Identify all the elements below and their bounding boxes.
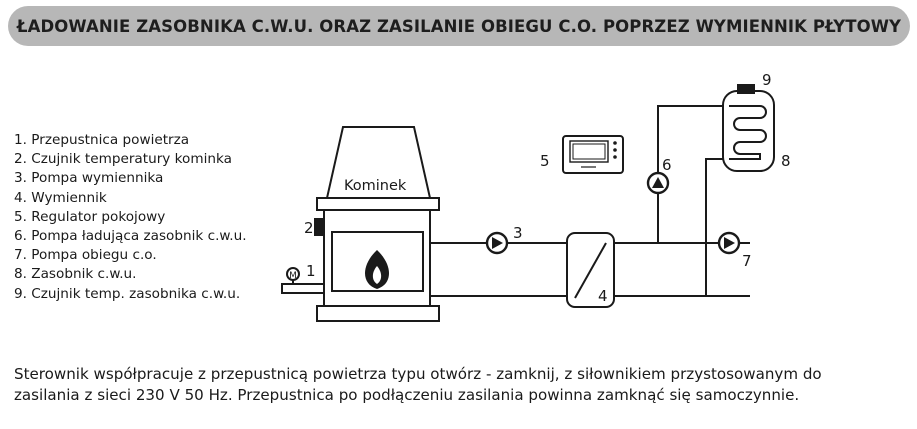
pump-icon <box>487 233 507 253</box>
fireplace-label: Kominek <box>344 178 407 194</box>
legend-item: 4. Wymiennik <box>14 189 107 206</box>
page-title: ŁADOWANIE ZASOBNIKA C.W.U. ORAZ ZASILANIE OBIEGU C.O. POPRZEZ WYMIENNIK PŁYTOWY <box>16 16 902 36</box>
legend-item: 1. Przepustnica powietrza <box>14 132 190 148</box>
damper-note <box>14 364 909 406</box>
label-number-3: 3 <box>513 224 523 242</box>
label-number-2: 2 <box>304 219 314 237</box>
label-number-9: 9 <box>762 71 772 89</box>
fireplace <box>317 127 439 321</box>
legend-item: 3. Pompa wymiennika <box>14 170 164 187</box>
legend-item: 5. Regulator pokojowy <box>14 208 166 225</box>
label-number-4: 4 <box>598 287 608 305</box>
hot-water-tank <box>723 91 774 171</box>
fireplace-top-slab <box>317 198 439 210</box>
pump-icon <box>648 173 668 193</box>
label-number-6: 6 <box>662 156 672 174</box>
note-line: zasilania z sieci 230 V 50 Hz. Przepustnica po podłączeniu zasilania powinna zamknąć się samoczynnie. <box>14 386 800 404</box>
legend-item: 2. Czujnik temperatury kominka <box>14 151 232 168</box>
fireplace-temperature-sensor <box>314 218 324 236</box>
label-number-7: 7 <box>742 252 752 270</box>
note-line: Sterownik współpracuje z przepustnicą powietrza typu otwórz - zamknij, z siłownikiem przystosowanym do <box>14 365 822 383</box>
legend-item: 8. Zasobnik c.w.u. <box>14 266 137 283</box>
tank-temperature-sensor <box>737 84 755 94</box>
fireplace-base-slab <box>317 306 439 321</box>
label-number-5: 5 <box>540 152 550 170</box>
tank-coil-supply-pipe <box>658 106 731 243</box>
legend-item: 7. Pompa obiegu c.o. <box>14 247 157 264</box>
label-number-8: 8 <box>781 152 791 170</box>
legend-item: 9. Czujnik temp. zasobnika c.w.u. <box>14 285 241 302</box>
pump-icon <box>719 233 739 253</box>
label-number-1: 1 <box>306 262 316 280</box>
legend-item: 6. Pompa ładująca zasobnik c.w.u. <box>14 228 247 245</box>
tank-coil-return-pipe <box>706 159 731 296</box>
motor-symbol: M <box>289 271 297 281</box>
